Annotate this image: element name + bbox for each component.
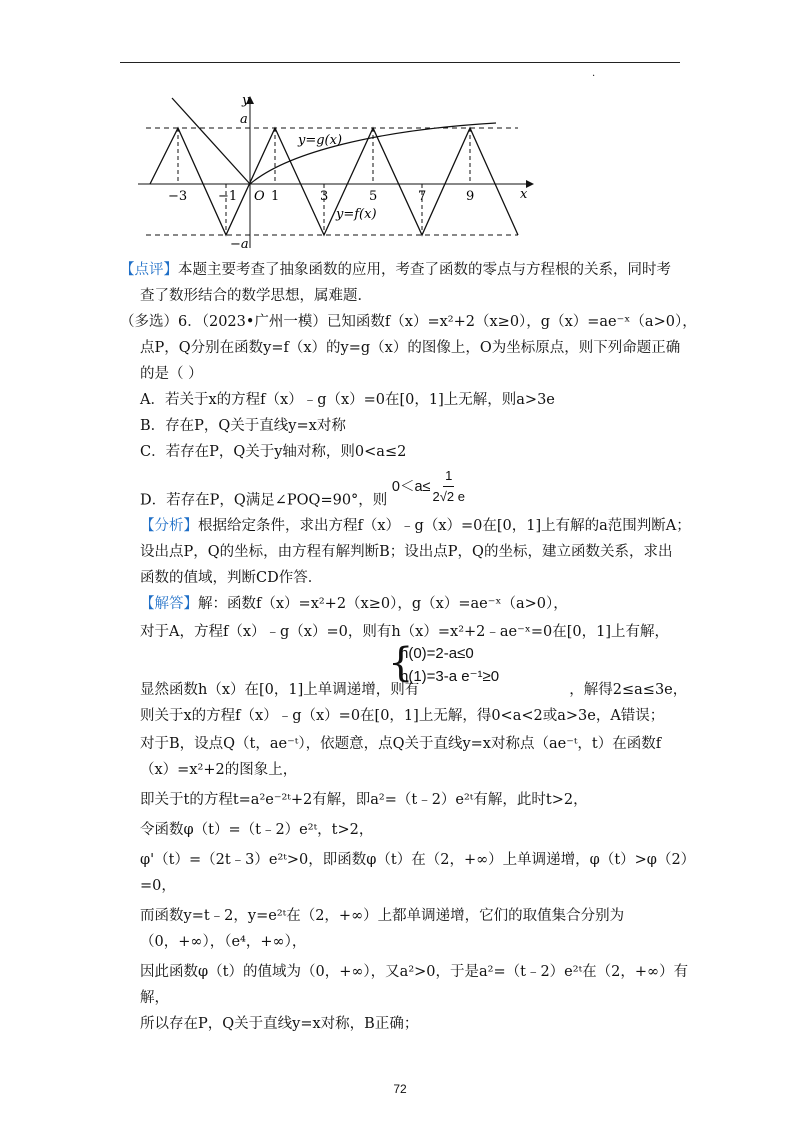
- solution-line-13: 因此函数φ（t）的值域为（0，+∞），又a²>0，于是a²=（t﹣2）e²ᵗ在（2，+∞）有: [140, 964, 689, 980]
- option-b: B．存在P，Q关于直线y=x对称: [140, 418, 346, 434]
- question-line-3: 的是（ ）: [140, 366, 203, 382]
- origin-label: O: [254, 189, 265, 204]
- analysis-line-3: 函数的值域，判断CD作答．: [140, 570, 323, 586]
- solution-line-7: 即关于t的方程t=a²e⁻²ᵗ+2有解，即a²=（t﹣2）e²ᵗ有解，此时t>2，: [140, 792, 588, 808]
- solution-line-14: 解，: [140, 990, 169, 1006]
- tick-label: 1: [271, 189, 280, 204]
- brace-icon: {: [388, 640, 414, 686]
- header-dot: .: [592, 68, 596, 79]
- tick-label: 5: [369, 189, 378, 204]
- neg-a-label: −a: [230, 237, 249, 250]
- solution-line-3-text: 显然函数h（x）在[0，1]上单调递增，则有: [140, 682, 420, 698]
- case-1: h(0)=2-a≤0: [400, 645, 474, 662]
- case-2: h(1)=3-a e⁻¹≥0: [400, 668, 500, 685]
- a-label: a: [240, 112, 248, 127]
- section-tag: 【解答】: [140, 596, 198, 612]
- solution-line-8: 令函数φ（t）=（t﹣2）e²ᵗ，t>2，: [140, 822, 374, 838]
- analysis-line-2: 设出点P，Q的坐标，由方程有解判断B；设出点P，Q的坐标，建立函数关系，求出: [140, 544, 673, 560]
- section-tag: 【分析】: [140, 518, 198, 534]
- fraction-numerator: 1: [443, 466, 454, 487]
- g-label: y=g(x): [298, 133, 343, 148]
- section-tag: 【点评】: [120, 262, 178, 278]
- solution-line-11: 而函数y=t﹣2，y=e²ᵗ在（2，+∞）上都单调递增，它们的取值集合分别为: [140, 908, 625, 924]
- fraction-denominator: 2√2 e: [432, 489, 465, 504]
- tick-label: −1: [218, 189, 238, 204]
- comment-line-2: 查了数形结合的数学思想，属难题．: [140, 288, 372, 304]
- x-label: x: [520, 187, 528, 202]
- solution-line-3-tail: ，解得2≤a≤3e，: [569, 682, 688, 698]
- question-line-1: （多选）6．（2023•广州一模）已知函数f（x）=x²+2（x≥0），g（x）=ae⁻ˣ（a>0），: [120, 314, 697, 330]
- option-c: C．若存在P，Q关于y轴对称，则0<a≤2: [140, 444, 407, 460]
- option-d-text: D．若存在P，Q满足∠POQ=90°，则: [140, 492, 388, 509]
- tick-label: 3: [320, 189, 329, 204]
- solution-line-12: （0，+∞），（e⁴，+∞），: [140, 934, 307, 950]
- solution-line-9: φ'（t）=（2t﹣3）e²ᵗ>0，即函数φ（t）在（2，+∞）上单调递增，φ（t）>φ（2）: [140, 852, 696, 868]
- comment-line-1: 【点评】本题主要考查了抽象函数的应用，考查了函数的零点与方程根的关系，同时考: [120, 262, 671, 278]
- option-d-fraction: [433, 466, 465, 507]
- solution-line-10: =0，: [140, 878, 176, 894]
- y-label: y: [242, 93, 250, 108]
- tick-label: 9: [466, 189, 475, 204]
- tick-label: 7: [418, 189, 427, 204]
- solution-line-2: 对于A，方程f（x）﹣g（x）=0，则有h（x）=x²+2﹣ae⁻ˣ=0在[0，1]上有解，: [140, 624, 670, 640]
- solution-line-4: 则关于x的方程f（x）﹣g（x）=0在[0，1]上无解，得0<a<2或a>3e，A错误；: [140, 708, 665, 724]
- solution-line-1: 【解答】解：函数f（x）=x²+2（x≥0），g（x）=ae⁻ˣ（a>0），: [140, 596, 568, 612]
- page-number: 72: [393, 1082, 407, 1096]
- f-label: y=f(x): [336, 207, 377, 222]
- function-graph: [138, 90, 538, 250]
- solution-line-5: 对于B，设点Q（t，ae⁻ᵗ），依题意，点Q关于直线y=x对称点（ae⁻ᵗ，t）在函数f: [140, 736, 662, 752]
- header-rule: [120, 62, 680, 63]
- option-d-ineq: 0＜a≤: [391, 478, 431, 495]
- tick-label: −3: [168, 189, 188, 204]
- solution-line-6: （x）=x²+2的图象上，: [140, 762, 298, 778]
- solution-line-15: 所以存在P，Q关于直线y=x对称，B正确；: [140, 1016, 419, 1032]
- analysis-line-1: 【分析】根据给定条件，求出方程f（x）﹣g（x）=0在[0，1]上有解的a范围判断A；: [140, 518, 691, 534]
- question-line-2: 点P，Q分别在函数y=f（x）的y=g（x）的图像上，O为坐标原点，则下列命题正确: [140, 340, 681, 356]
- option-a: A．若关于x的方程f（x）﹣g（x）=0在[0，1]上无解，则a>3e: [140, 392, 555, 408]
- solution-line-3: [140, 680, 700, 700]
- option-d: [140, 468, 700, 521]
